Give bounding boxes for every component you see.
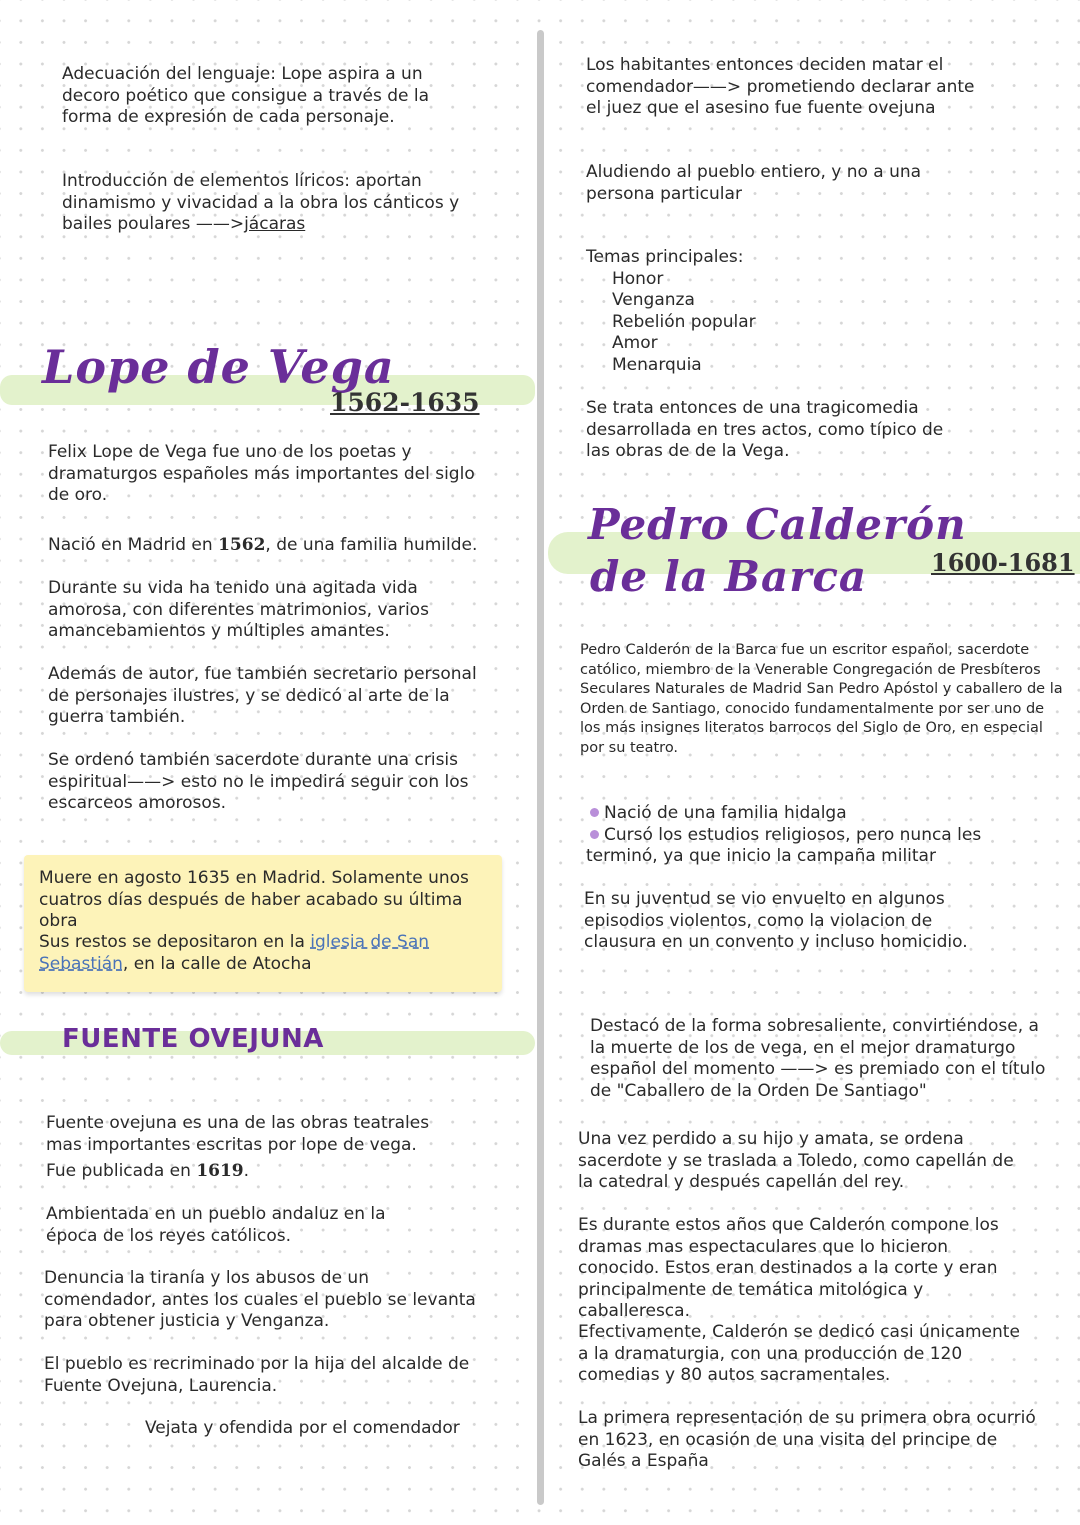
bullet-item — [586, 803, 1006, 825]
destaco-paragraph: Destacó de la forma sobresaliente, convirtiéndose, a la muerte de los de vega, en el mejor dramaturgo español del momento ——> es premiado con el título de "Caballero de la Orden De Santiago" — [590, 1016, 1046, 1101]
aludiendo-paragraph: Aludiendo al pueblo entiero, y no a una persona particular — [586, 162, 922, 204]
bullet-dot-icon — [590, 830, 599, 839]
juventud-paragraph: En su juventud se vio envuelto en algunos episodios violentos, como la violacion de clausura en un convento y incluso homicidio. — [584, 889, 968, 952]
lope-bio-1: Felix Lope de Vega fue uno de los poetas y dramaturgos españoles más importantes del siglo de oro. — [48, 442, 475, 505]
calderon-bullets — [586, 803, 1006, 868]
fo-paragraph-4: Denuncia la tiranía y los abusos de un comendador, antes los cuales el pueblo se levanta para obtener justicia y Venganza. — [44, 1268, 476, 1331]
fo-year: 1619 — [196, 1161, 244, 1181]
iglesia-link[interactable]: iglesia de San Sebastián — [39, 932, 430, 974]
arrow: ——> — [195, 214, 245, 234]
note-remains-pre: Sus restos se depositaron en la — [39, 932, 311, 952]
note-remains — [39, 932, 439, 975]
fo-paragraph-2 — [46, 1161, 466, 1183]
temas-label: Temas principales: — [586, 247, 744, 267]
column-divider — [537, 30, 544, 1505]
temas-block — [586, 247, 886, 376]
lope-bio-2 — [48, 535, 493, 557]
bullet-text: Cursó los estudios religiosos, pero nunca les — [604, 824, 982, 845]
bullet-text-continued: terminó, ya que inicio la campaña militar — [586, 846, 936, 866]
lope-years: 1562-1635 — [330, 388, 480, 417]
lope-birth-year: 1562 — [218, 535, 266, 555]
lope-title: Lope de Vega — [42, 340, 395, 394]
tema-item: Rebelión popular — [612, 311, 756, 332]
calderon-bio: Pedro Calderón de la Barca fue un escritor español, sacerdote católico, miembro de la Venerable Congregación de Presbíteros Seculares Naturales de Madrid San Pedro Apóstol y caballero de la Orden de Santiago, conocido fundamentalmente por ser uno de los más insignes literatos barrocos del Siglo de Oro, en especial por su teatro. — [580, 642, 1063, 756]
tragicomedia-paragraph: Se trata entonces de una tragicomedia desarrollada en tres actos, como típico de las obras de de la Vega. — [586, 398, 944, 461]
lope-bio-4: Además de autor, fue también secretario personal de personajes ilustres, y se dedicó al arte de la guerra también. — [48, 664, 477, 727]
calderon-title-line-1: Pedro Calderón — [588, 500, 967, 549]
adecuacion-paragraph: Adecuación del lenguaje: Lope aspira a un decoro poético que consigue a través de la forma de expresión de cada personaje. — [62, 64, 430, 127]
calderon-years: 1600-1681 — [931, 548, 1075, 577]
note-remains-post: , en la calle de Atocha — [122, 953, 312, 974]
fo-paragraph-6: Vejata y ofendida por el comendador — [145, 1418, 460, 1438]
primera-paragraph: La primera representación de su primera obra ocurrió en 1623, en ocasión de una visita del principe de Galés a España — [578, 1408, 1036, 1471]
calderon-title-line-2: de la Barca — [590, 552, 868, 601]
lope-bio-3: Durante su vida ha tenido una agitada vida amorosa, con diferentes matrimonios, varios amancebamientos y múltiples amantes. — [48, 578, 429, 641]
habitantes-paragraph: Los habitantes entonces deciden matar el comendador——> prometiendo declarar ante el juez que el asesino fue fuente ovejuna — [586, 55, 975, 118]
introduccion-paragraph — [62, 171, 482, 236]
lope-bio-2-pre: Nació en Madrid en — [48, 535, 219, 555]
bullet-item — [586, 825, 1006, 847]
bullet-dot-icon — [590, 808, 599, 817]
fo-paragraph-3: Ambientada en un pueblo andaluz en la época de los reyes católicos. — [46, 1204, 386, 1246]
lope-bio-2-post: , de una familia humilde. — [265, 535, 478, 555]
tema-item: Menarquia — [612, 354, 702, 375]
tema-item: Venganza — [612, 290, 695, 310]
efectivamente-paragraph: Efectivamente, Calderón se dedicó casi únicamente a la dramaturgia, con una producción de 120 comedias y 80 autos sacramentales. — [578, 1322, 1020, 1385]
fo-p2-post: . — [243, 1161, 250, 1181]
jacaras-text: jácaras — [244, 214, 306, 234]
introduccion-text: Introducción de elementos líricos: aportan dinamismo y vivacidad a la obra los cánticos y bailes poulares — [62, 171, 460, 234]
fo-paragraph-5: El pueblo es recriminado por la hija del alcalde de Fuente Ovejuna, Laurencia. — [44, 1354, 470, 1396]
anos-paragraph: Es durante estos años que Calderón compone los dramas mas espectaculares que lo hicieron conocido. Estos eran destinados a la corte y eran principalmente de temática mitológica y caballeresca. — [578, 1215, 999, 1321]
bullet-text: Nació de una familia hidalga — [604, 803, 847, 823]
note-death: Muere en agosto 1635 en Madrid. Solamente unos cuatros días después de haber acabado su última obra — [39, 868, 469, 931]
tema-item: Honor — [612, 268, 664, 289]
perdido-paragraph: Una vez perdido a su hijo y amata, se ordena sacerdote y se traslada a Toledo, como capellán de la catedral y después capellán del rey. — [578, 1129, 1014, 1192]
fo-p2-pre: Fue publicada en — [46, 1161, 197, 1181]
fuente-ovejuna-title: FUENTE OVEJUNA — [62, 1024, 324, 1054]
tema-item: Amor — [612, 333, 658, 353]
lope-bio-5: Se ordenó también sacerdote durante una crisis espiritual——> esto no le impedirá seguir con los escarceos amorosos. — [48, 750, 469, 813]
fo-paragraph-1: Fuente ovejuna es una de las obras teatrales mas importantes escritas por lope de vega. — [46, 1113, 430, 1155]
